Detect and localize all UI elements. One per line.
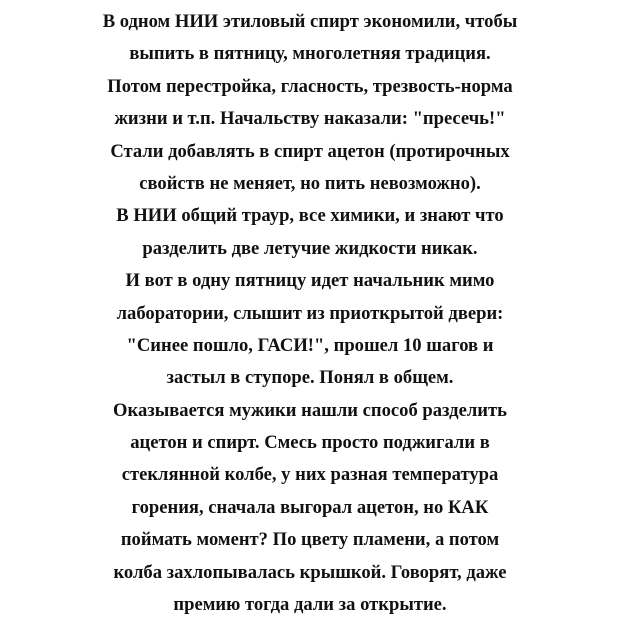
story-line: лаборатории, слышит из приоткрытой двери:	[116, 302, 504, 324]
story-line: премию тогда дали за открытие.	[173, 594, 447, 616]
story-line: застыл в ступоре. Понял в общем.	[166, 367, 454, 389]
story-line: Оказывается мужики нашли способ разделить	[113, 399, 507, 421]
story-line: разделить две летучие жидкости никак.	[142, 237, 478, 259]
story-line: В НИИ общий траур, все химики, и знают что	[116, 205, 504, 227]
story-text	[4, 6, 616, 621]
story-line: Стали добавлять в спирт ацетон (протирочных	[110, 140, 510, 162]
story-line: "Синее пошло, ГАСИ!", прошел 10 шагов и	[126, 334, 494, 356]
story-line: ацетон и спирт. Смесь просто поджигали в	[130, 432, 490, 454]
story-line: выпить в пятницу, многолетняя традиция.	[129, 43, 491, 65]
story-line: свойств не меняет, но пить невозможно).	[139, 172, 481, 194]
story-line: В одном НИИ этиловый спирт экономили, чтобы	[102, 11, 518, 32]
story-line: И вот в одну пятницу идет начальник мимо	[125, 270, 495, 292]
story-line: жизни и т.п. Начальству наказали: "пресечь!"	[114, 108, 506, 130]
story-line: стеклянной колбе, у них разная температура	[121, 464, 499, 486]
story-line: горения, сначала выгорал ацетон, но КАК	[131, 496, 489, 518]
story-line: поймать момент? По цвету пламени, а потом	[120, 529, 500, 551]
story-line: Потом перестройка, гласность, трезвость-норма	[107, 75, 513, 97]
story-line: колба захлопывалась крышкой. Говорят, даже	[113, 561, 507, 583]
